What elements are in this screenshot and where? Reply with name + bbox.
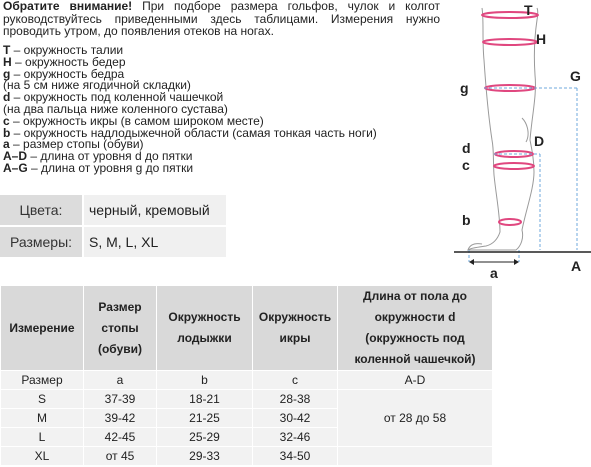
length-range-cell: от 28 до 58 [338, 390, 493, 447]
measurement-legend [3, 45, 443, 175]
legend-symbol: c [3, 113, 10, 128]
sizes-label: Размеры: [0, 227, 82, 257]
table-cell: 37-39 [84, 390, 157, 409]
legend-text: – окружность икры (в самом широком месте) [9, 113, 264, 128]
label-A: A [571, 258, 582, 274]
table-cell: Размер [1, 371, 84, 390]
column-header: Окружность лодыжки [157, 286, 253, 371]
legend-symbol: a [3, 137, 10, 152]
legend-text: – окружность надлодыжечной области (самая тонкая часть ноги) [10, 125, 377, 140]
foot-arrow-left-head [469, 259, 474, 265]
foot-arrow-right-head [514, 259, 519, 265]
table-cell: 18-21 [157, 390, 253, 409]
product-info-box [0, 195, 226, 257]
table-cell: 30-42 [253, 409, 338, 428]
table-cell: 39-42 [84, 409, 157, 428]
band-c [494, 163, 534, 169]
legend-symbol: A–G [3, 160, 28, 175]
label-a: a [490, 265, 498, 281]
table-cell: A-D [338, 371, 493, 390]
table-cell: 21-25 [157, 409, 253, 428]
colors-value: черный, кремовый [84, 195, 226, 225]
legend-symbol: H [3, 54, 12, 69]
table-cell: 34-50 [253, 447, 338, 466]
label-g: g [460, 80, 469, 96]
table-cell: M [1, 409, 84, 428]
column-header: Размер стопы (обуви) [84, 286, 157, 371]
intro-heading: Обратите внимание! [3, 0, 133, 13]
table-cell: 25-29 [157, 428, 253, 447]
column-header: Измерение [1, 286, 84, 371]
band-b [499, 219, 521, 225]
colors-row [0, 195, 226, 225]
legend-text: – окружность талии [10, 43, 124, 57]
table-cell: 42-45 [84, 428, 157, 447]
table-cell: b [157, 371, 253, 390]
table-cell: XL [1, 447, 84, 466]
label-c: c [462, 157, 470, 173]
table-cell: 32-46 [253, 428, 338, 447]
table-cell: 28-38 [253, 390, 338, 409]
label-H: H [536, 31, 547, 47]
legend-symbol: g [3, 66, 11, 81]
table-cell: 29-33 [157, 447, 253, 466]
legend-text: (на два пальца ниже коленного сустава) [3, 101, 228, 116]
label-T: T [524, 2, 533, 18]
legend-symbol: b [3, 125, 11, 140]
knee-detail [522, 118, 528, 142]
leg-diagram [444, 0, 591, 285]
label-D: D [534, 133, 545, 149]
table-row [1, 390, 493, 409]
intro-paragraph [3, 0, 440, 38]
column-header: Длина от пола до окружности d (окружность под коленной чашечкой) [338, 286, 493, 371]
table-cell: от 45 [84, 447, 157, 466]
leg-diagram-svg [444, 0, 591, 285]
label-G: G [570, 68, 581, 84]
column-header: Окружность икры [253, 286, 338, 371]
legend-text: – окружность бедра [10, 66, 125, 81]
legend-symbol: A–D [3, 149, 28, 164]
table-cell: L [1, 428, 84, 447]
intro-text: При подборе размера гольфов, чулок и колгот руководствуйтесь приведенными здесь таблицами. Измерения нужно проводить утром, до появления отеков на ногах. [3, 0, 440, 39]
legend-text: (на 5 см ниже ягодичной складки) [3, 78, 191, 93]
label-b: b [462, 212, 471, 228]
legend-text: – окружность бедер [11, 54, 126, 69]
legend-symbol: T [3, 43, 11, 57]
sizes-value: S, M, L, XL [84, 227, 226, 257]
band-H [483, 39, 537, 45]
table-row [1, 447, 493, 466]
table-cell: c [253, 371, 338, 390]
legend-text: – окружность под коленной чашечкой [10, 90, 224, 105]
table-cell: S [1, 390, 84, 409]
table-code-row [1, 371, 493, 390]
colors-label: Цвета: [0, 195, 82, 225]
legend-text: – размер стопы (обуви) [9, 137, 144, 152]
legend-symbol: d [3, 90, 11, 105]
sizes-row [0, 227, 226, 257]
legend-text: – длина от уровня d до пятки [27, 149, 193, 164]
legend-item [3, 160, 443, 175]
legend-text: – длина от уровня g до пятки [27, 160, 194, 175]
label-d: d [462, 140, 471, 156]
table-header-row [1, 286, 493, 371]
table-cell: a [84, 371, 157, 390]
table-cell [338, 447, 493, 466]
size-table [0, 285, 493, 466]
